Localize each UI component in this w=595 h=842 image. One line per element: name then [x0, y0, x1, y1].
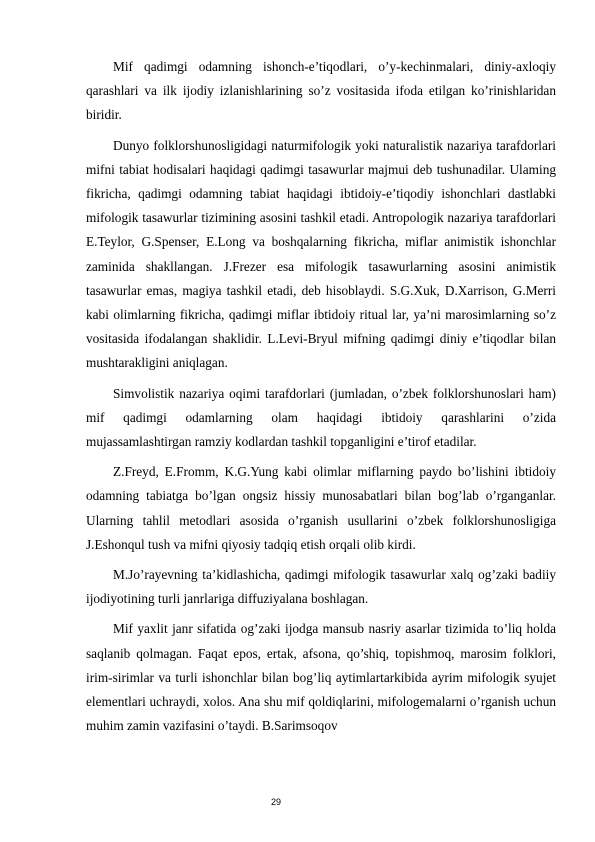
- paragraph-1: Mif qadimgi odamning ishonch-e’tiqodlari, o’y-kechinmalari, diniy-axloqiy qarashlari va ilk ijodiy izlanishlarining so’z vositasida ifoda etilgan ko’rinishlaridan biridir.: [86, 59, 556, 123]
- page-number: 29: [271, 797, 282, 807]
- paragraph-6: Mif yaxlit janr sifatida og’zaki ijodga mansub nasriy asarlar tizimida to’liq holda saqlanib qolmagan. Faqat epos, ertak, afsona, qo’shiq, topishmoq, marosim folklori, irim-sirimlar va turli ishonchlar bilan bog’liq aytimlartarkibida ayrim mifologik syujet elementlari uchraydi, xolos. Ana shu mif qoldiqlarini, mifologemalarni o’rganish uchun muhim zamin vazifasini o’taydi. B.Sarimsoqov: [86, 621, 556, 734]
- paragraph-5: M.Jo’rayevning ta’kidlashicha, qadimgi mifologik tasawurlar xalq og’zaki badiiy ijodiyotining turli janrlariga diffuziyalana boshlagan.: [86, 567, 556, 607]
- paragraph-2: Dunyo folklorshunosligidagi naturmifologik yoki naturalistik nazariya tarafdorlari mifni tabiat hodisalari haqidagi qadimgi tasawurlar majmui deb tushunadilar. Ulaming fikricha, qadimgi odamning tabiat haqidagi ibtidoiy-e’tiqodiy ishonchlari dastlabki mifologik tasawurlar tizimining asosini tashkil etadi. Antropologik nazariya tarafdorlari E.Teylor, G.Spenser, E.Long va boshqalarning fikricha, miflar animistik ishonchlar zaminida shakllangan. J.Frezer esa mifologik tasawurlarning asosini animistik tasawurlar emas, magiya tashkil etadi, deb hisoblaydi. S.G.Xuk, D.Xarrison, G.Merri kabi olimlarning fikricha, qadimgi miflar ibtidoiy ritual lar, ya’ni marosimlarning so’z vositasida ifodalangan shaklidir. L.Levi-Bryul mifning qadimgi diniy e’tiqodlar bilan mushtarakligini aniqlagan.: [86, 137, 556, 371]
- document-body: [86, 55, 556, 744]
- paragraph-3: Simvolistik nazariya oqimi tarafdorlari (jumladan, o’zbek folklorshunoslari ham) mif qadimgi odamlarning olam haqidagi ibtidoiy qarashlarini o’zida mujassamlashtirgan ramziy kodlardan tashkil topganligini e’tirof etadilar.: [86, 385, 556, 450]
- paragraph-4: Z.Freyd, E.Fromm, K.G.Yung kabi olimlar miflarning paydo bo’lishini ibtidoiy odamning tabiatga bo’lgan ongsiz hissiy munosabatlari bilan bog’lab o’rganganlar. Ularning tahlil metodlari asosida o’rganish usullarini o’zbek folklorshunosligiga J.Eshonqul tush va mifni qiyosiy tadqiq etish orqali olib kirdi.: [86, 464, 556, 552]
